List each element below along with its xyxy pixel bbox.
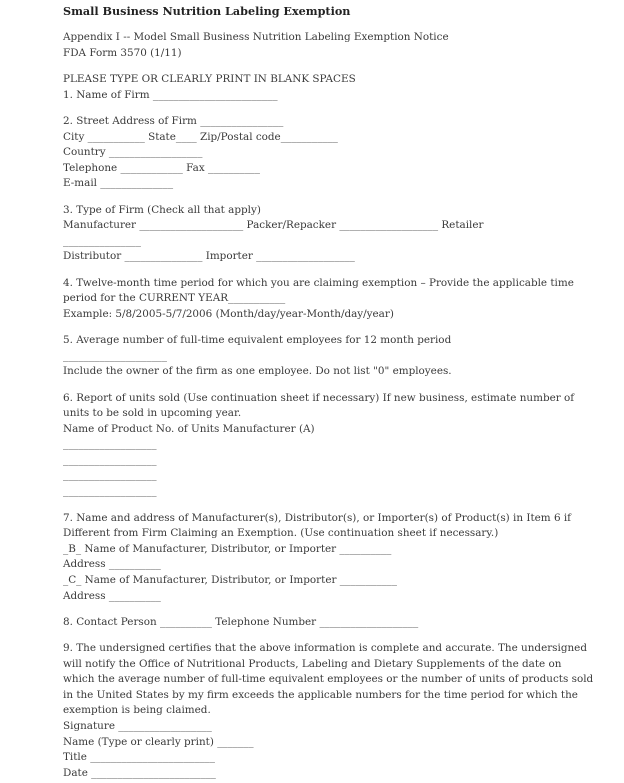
units-sold-row[interactable]: __________________: [63, 469, 157, 481]
contact-person-field[interactable]: 8. Contact Person __________ Telephone Number ___________________: [63, 616, 419, 628]
certification-text: 9. The undersigned certifies that the above information is complete and accurate. The undersigned: [63, 642, 587, 654]
page-title: Small Business Nutrition Labeling Exemption: [63, 4, 351, 18]
street-address-field[interactable]: 2. Street Address of Firm ________________: [63, 115, 284, 127]
time-period-example: Example: 5/8/2005-5/7/2006 (Month/day/year-Month/day/year): [63, 308, 394, 320]
employees-field[interactable]: ____________________: [63, 350, 167, 362]
date-field[interactable]: Date ________________________: [63, 767, 216, 779]
firm-type-row-2[interactable]: Distributor _______________ Importer ___________________: [63, 250, 355, 262]
time-period-question: 4. Twelve-month time period for which you are claiming exemption – Provide the applicable time: [63, 277, 574, 289]
title-field[interactable]: Title ________________________: [63, 751, 215, 763]
employees-note: Include the owner of the firm as one employee. Do not list "0" employees.: [63, 365, 452, 377]
manufacturer-c-name-field[interactable]: _C_ Name of Manufacturer, Distributor, or Importer ___________: [63, 574, 397, 586]
manufacturer-b-address-field[interactable]: Address __________: [63, 558, 161, 570]
units-sold-row[interactable]: __________________: [63, 438, 157, 450]
units-sold-question: 6. Report of units sold (Use continuation sheet if necessary) If new business, estimate number of: [63, 392, 575, 404]
signature-field[interactable]: Signature __________________: [63, 720, 212, 732]
certification-text: which the average number of full-time equivalent employees or the number of units of products sold: [63, 673, 594, 685]
appendix-line: Appendix I -- Model Small Business Nutrition Labeling Exemption Notice: [63, 31, 449, 43]
firm-name-field[interactable]: 1. Name of Firm ________________________: [63, 89, 278, 101]
instructions-line: PLEASE TYPE OR CLEARLY PRINT IN BLANK SPACES: [63, 73, 356, 85]
units-sold-row[interactable]: __________________: [63, 454, 157, 466]
firm-type-heading: 3. Type of Firm (Check all that apply): [63, 204, 261, 216]
units-sold-row[interactable]: __________________: [63, 485, 157, 497]
certification-text: will notify the Office of Nutritional Products, Labeling and Dietary Supplements of the date on: [63, 658, 562, 670]
units-sold-columns: Name of Product No. of Units Manufacturer (A): [63, 423, 315, 435]
email-field[interactable]: E-mail ______________: [63, 177, 174, 189]
certification-text: exemption is being claimed.: [63, 704, 211, 716]
employees-question: 5. Average number of full-time equivalent employees for 12 month period: [63, 334, 452, 346]
form-number-line: FDA Form 3570 (1/11): [63, 47, 182, 59]
firm-type-row-1[interactable]: Manufacturer ____________________ Packer/Repacker ___________________ Retailer: [63, 219, 484, 231]
certification-text: in the United States by my firm exceeds the applicable numbers for the time period for which the: [63, 689, 578, 701]
time-period-field[interactable]: period for the CURRENT YEAR___________: [63, 292, 286, 304]
manufacturer-c-address-field[interactable]: Address __________: [63, 590, 161, 602]
manufacturer-b-name-field[interactable]: _B_ Name of Manufacturer, Distributor, or Importer __________: [63, 543, 392, 555]
city-state-zip-field[interactable]: City ___________ State____ Zip/Postal code___________: [63, 131, 338, 143]
units-sold-question-cont: units to be sold in upcoming year.: [63, 407, 242, 419]
printed-name-field[interactable]: Name (Type or clearly print) _______: [63, 736, 254, 748]
telephone-fax-field[interactable]: Telephone ____________ Fax __________: [63, 162, 260, 174]
retailer-field[interactable]: _______________: [63, 235, 141, 247]
country-field[interactable]: Country __________________: [63, 146, 203, 158]
manufacturer-question: 7. Name and address of Manufacturer(s), Distributor(s), or Importer(s) of Product(s) in Item 6 if: [63, 512, 572, 524]
manufacturer-question-cont: Different from Firm Claiming an Exemption. (Use continuation sheet if necessary.): [63, 527, 499, 539]
